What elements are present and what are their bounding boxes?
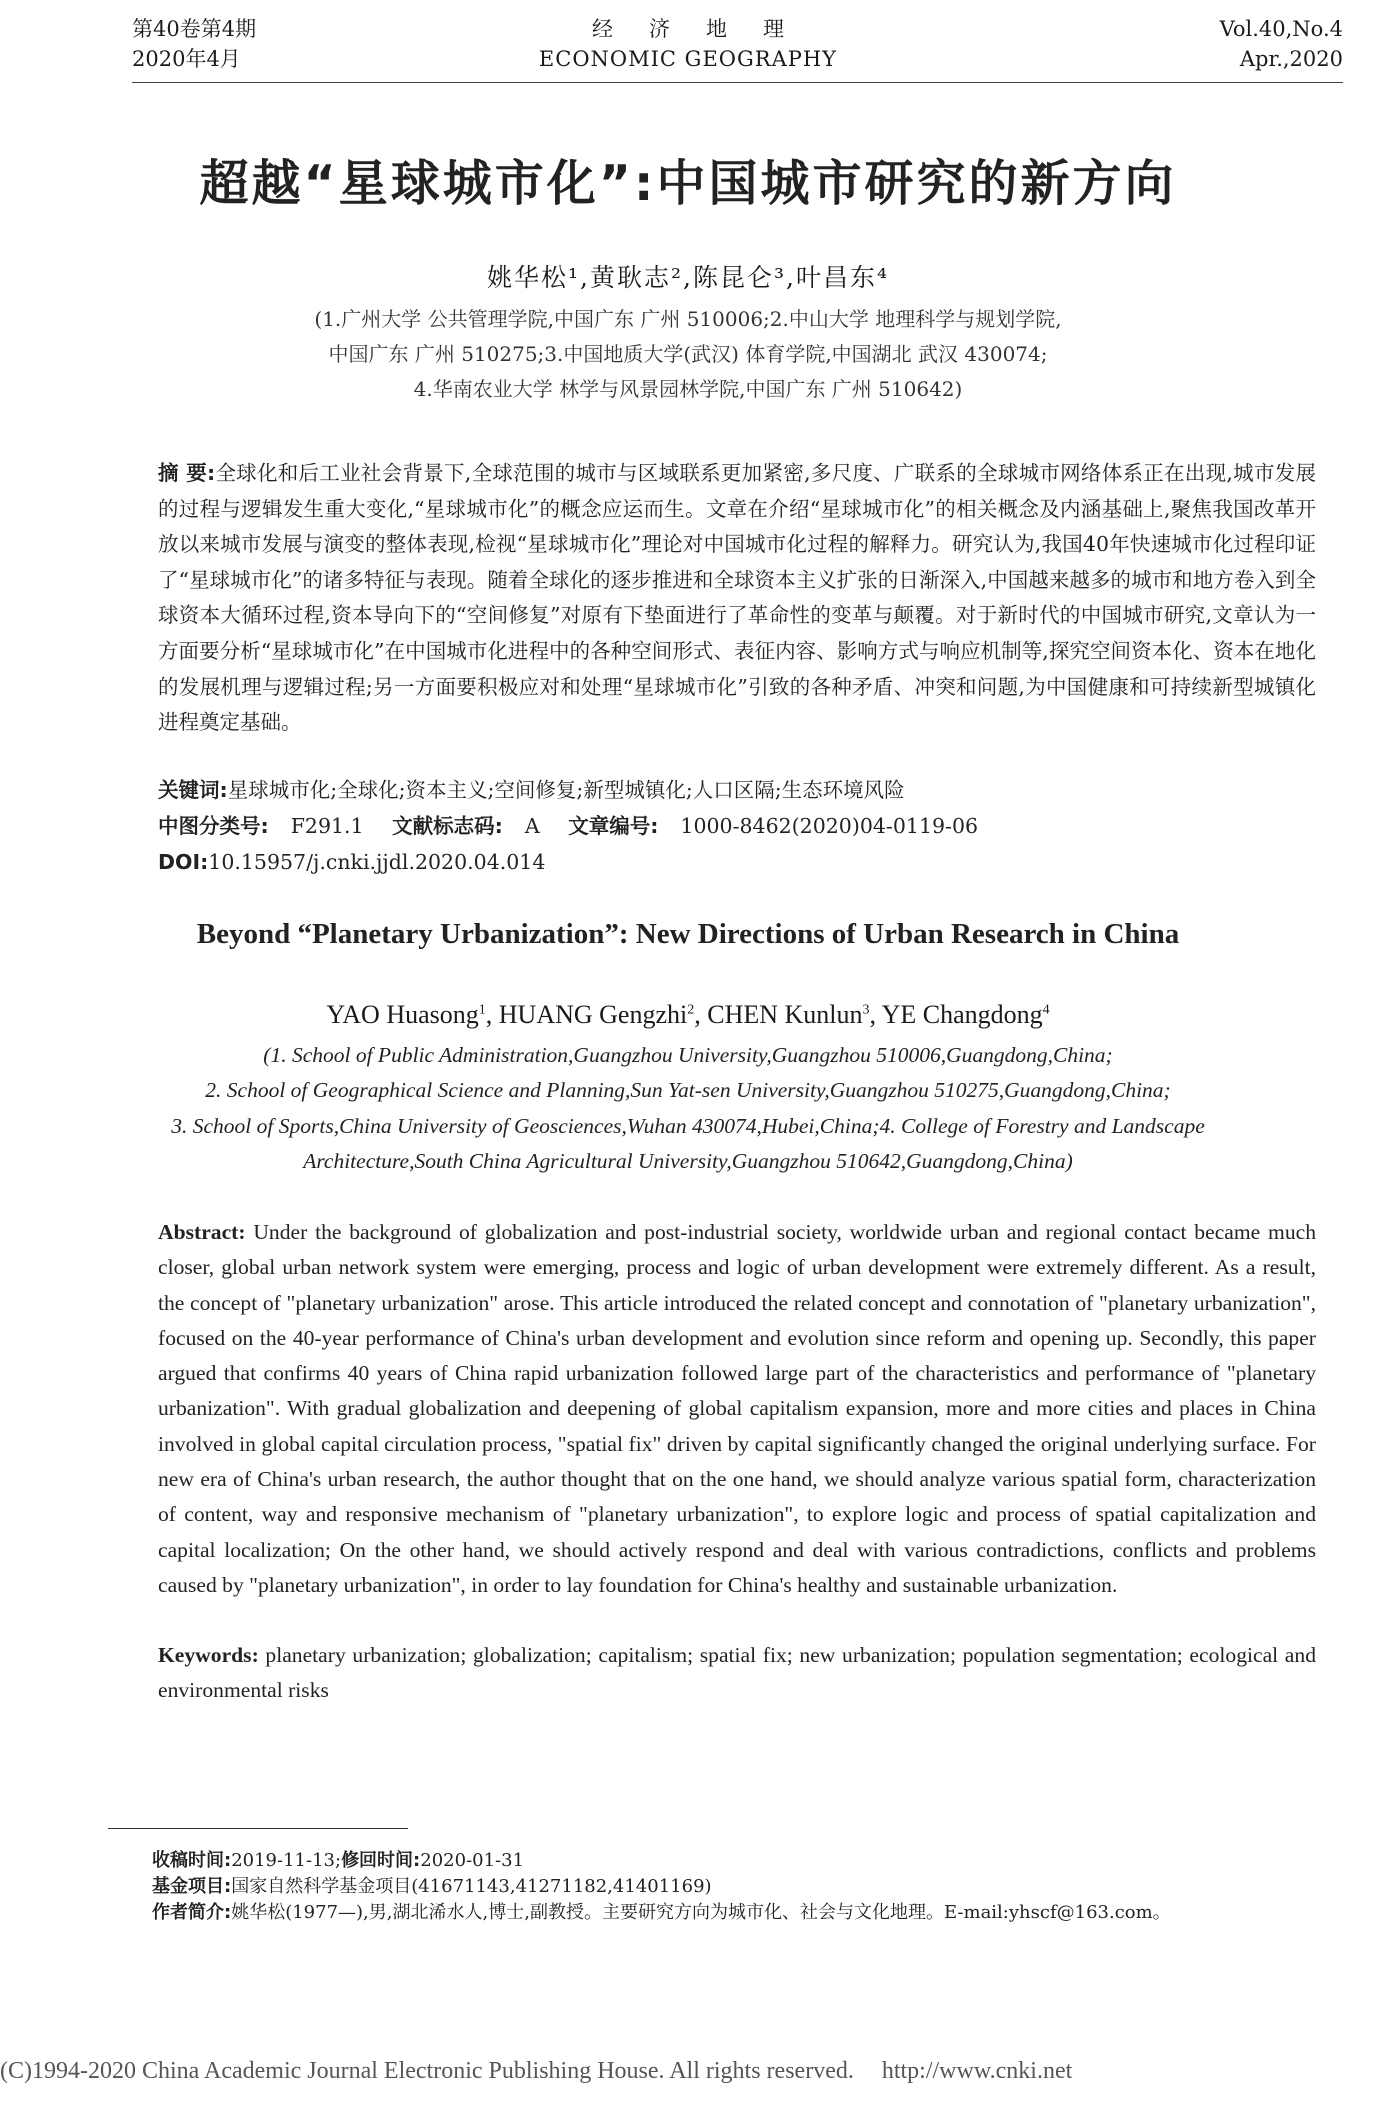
journal-issue-en — [1220, 14, 1343, 74]
keywords-en-label: Keywords: — [158, 1643, 259, 1667]
abstract-cn — [158, 456, 1316, 741]
affiliation-cn-line: 中国广东 广州 510275;3.中国地质大学(武汉) 体育学院,中国湖北 武汉 430074; — [328, 342, 1048, 366]
affiliation-en-line: 2. School of Geographical Science and Planning,Sun Yat-sen University,Guangzhou 510275,Guangdong,China; — [205, 1078, 1171, 1103]
revised-label: 修回时间: — [341, 1850, 421, 1871]
received-label: 收稿时间: — [152, 1850, 232, 1871]
author-sup: 3 — [862, 1002, 870, 1018]
doc-code-value: A — [524, 814, 540, 838]
author-sup: 1 — [478, 1002, 486, 1018]
received-value: 2019-11-13; — [231, 1850, 342, 1871]
date-cn: 2020年4月 — [132, 47, 241, 71]
paper-title-cn: 超越“星球城市化”:中国城市研究的新方向 — [199, 155, 1177, 212]
revised-value: 2020-01-31 — [420, 1850, 525, 1871]
author-en: YAO Huasong — [326, 1000, 479, 1029]
keywords-en-text: planetary urbanization; globalization; capitalism; spatial fix; new urbanization; population segmentation; ecological and environmental risks — [158, 1643, 1316, 1703]
affiliation-cn-line: 4.华南农业大学 林学与风景园林学院,中国广东 广州 510642) — [413, 377, 963, 401]
abstract-cn-text: 全球化和后工业社会背景下,全球范围的城市与区域联系更加紧密,多尺度、广联系的全球城市网络体系正在出现,城市发展的过程与逻辑发生重大变化,“星球城市化”的概念应运而生。文章在介绍“星球城市化”的相关概念及内涵基础上,聚焦我国改革开放以来城市发展与演变的整体表现,检视“星球城市化”理论对中国城市化过程的解释力。研究认为,我国40年快速城市化过程印证了“星球城市化”的诸多特征与表现。随着全球化的逐步推进和全球资本主义扩张的日渐深入,中国越来越多的城市和地方卷入到全球资本大循环过程,资本导向下的“空间修复”对原有下垫面进行了革命性的变革与颠覆。对于新时代的中国城市研究,文章认为一方面要分析“星球城市化”在中国城市化进程中的各种空间形式、表征内容、影响方式与响应机制等,探究空间资本化、资本在地化的发展机理与逻辑过程;另一方面要积极应对和处理“星球城市化”引致的各种矛盾、冲突和问题,为中国健康和可持续新型城镇化进程奠定基础。 — [158, 461, 1316, 735]
keywords-en — [158, 1638, 1316, 1709]
journal-name-cn: 经济地理 — [592, 17, 820, 41]
cnki-link[interactable]: http://www.cnki.net — [881, 2058, 1073, 2084]
footnote-author — [152, 1900, 1332, 1926]
author-bio-value: 姚华松(1977—),男,湖北浠水人,博士,副教授。主要研究方向为城市化、社会与文化地理。E-mail:yhscf@163.com。 — [231, 1902, 1171, 1923]
author-en: YE Changdong — [881, 1000, 1043, 1029]
affiliation-en-line: 3. School of Sports,China University of Geosciences,Wuhan 430074,Hubei,China;4. College of Forestry and Landscape — [171, 1113, 1205, 1138]
classification-line — [158, 808, 1316, 844]
author-sup: 2 — [687, 1002, 695, 1018]
affiliation-cn-line: (1.广州大学 公共管理学院,中国广东 广州 510006;2.中山大学 地理科学与规划学院, — [314, 307, 1062, 331]
authors-cn: 姚华松¹,黄耿志²,陈昆仑³,叶昌东⁴ — [487, 263, 889, 292]
affiliations-cn — [0, 302, 1376, 407]
author-sup: 4 — [1042, 1002, 1050, 1018]
abstract-en-text: Under the background of globalization and post-industrial society, worldwide urban and regional contact became much closer, global urban network system were emerging, process and logic of urban development were extremely different. As a result, the concept of "planetary urbanization" arose. This article introduced the related concept and connotation of "planetary urbanization", focused on the 40-year performance of China's urban development and evolution since reform and opening up. Secondly, this paper argued that confirms 40 years of China rapid urbanization followed large part of the characteristics and performance of "planetary urbanization". With gradual globalization and deepening of global capitalism expansion, more and more cities and places in China involved in global capital circulation process, "spatial fix" driven by capital significantly changed the original underlying surface. For new era of China's urban research, the author thought that on the one hand, we should analyze various spatial form, characterization of content, way and responsive mechanism of "planetary urbanization", to explore logic and process of spatial capitalization and capital localization; On the other hand, we should actively respond and deal with various contradictions, conflicts and problems caused by "planetary urbanization", in order to lay foundation for China's healthy and sustainable urbanization. — [158, 1220, 1316, 1597]
clc-label: 中图分类号: — [158, 814, 269, 838]
footnote-fund — [152, 1874, 1332, 1900]
fund-value: 国家自然科学基金项目(41671143,41271182,41401169) — [231, 1876, 712, 1897]
author-bio-label: 作者简介: — [152, 1902, 232, 1923]
clc-value: F291.1 — [290, 814, 364, 838]
keywords-cn — [158, 772, 1316, 808]
keywords-cn-label: 关键词: — [158, 778, 228, 802]
volume-issue-cn: 第40卷第4期 — [132, 17, 257, 41]
journal-name-en: ECONOMIC GEOGRAPHY — [538, 47, 838, 71]
copyright-line — [0, 2058, 1376, 2085]
affiliation-en-line: (1. School of Public Administration,Guangzhou University,Guangzhou 510006,Guangdong,China; — [263, 1043, 1113, 1067]
journal-name — [0, 14, 1376, 74]
header-divider — [132, 82, 1343, 83]
keywords-cn-text: 星球城市化;全球化;资本主义;空间修复;新型城镇化;人口区隔;生态环境风险 — [227, 778, 905, 802]
volume-issue-en: Vol.40,No.4 — [1219, 17, 1343, 41]
date-en: Apr.,2020 — [1239, 47, 1343, 71]
footnote-dates — [152, 1848, 1332, 1874]
affiliations-en — [0, 1038, 1376, 1180]
doi-line — [158, 844, 1316, 880]
copyright-text: (C)1994-2020 China Academic Journal Electronic Publishing House. All rights reserved. — [0, 2058, 854, 2084]
abstract-en-label: Abstract: — [158, 1220, 246, 1244]
authors-en: YAO Huasong$^1$, HUANG Gengzhi$^2$, CHEN Kunlun$^3$, YE Changdong$^4$ — [326, 1000, 1050, 1029]
abstract-cn-label: 摘 要: — [158, 461, 216, 485]
footnote-divider — [108, 1828, 408, 1829]
doi-value[interactable]: 10.15957/j.cnki.jjdl.2020.04.014 — [208, 850, 546, 874]
paper-title-en: Beyond “Planetary Urbanization”: New Directions of Urban Research in China — [196, 918, 1180, 950]
author-en: HUANG Gengzhi — [498, 1000, 688, 1029]
author-en: CHEN Kunlun — [707, 1000, 863, 1029]
fund-label: 基金项目: — [152, 1876, 232, 1897]
doi-label: DOI: — [158, 850, 209, 874]
abstract-en — [158, 1215, 1316, 1603]
article-number-value: 1000-8462(2020)04-0119-06 — [680, 814, 979, 838]
doc-code-label: 文献标志码: — [392, 814, 503, 838]
article-number-label: 文章编号: — [568, 814, 659, 838]
affiliation-en-line: Architecture,South China Agricultural University,Guangzhou 510642,Guangdong,China) — [303, 1149, 1073, 1174]
